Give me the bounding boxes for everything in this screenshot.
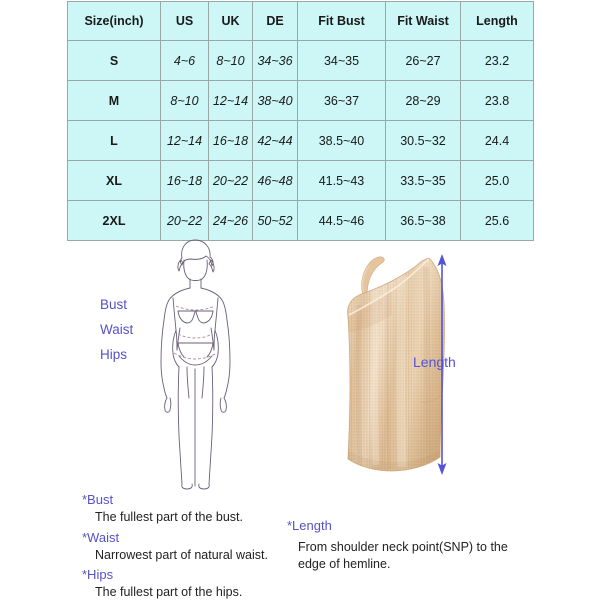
- cell-uk: 20~22: [209, 161, 253, 201]
- cell-us: 12~14: [161, 121, 209, 161]
- table-row: [68, 81, 534, 121]
- note-term-bust: *Bust: [82, 492, 114, 507]
- cell-size: XL: [68, 161, 161, 201]
- cell-de: 46~48: [253, 161, 298, 201]
- table-row: [68, 41, 534, 81]
- cell-size: L: [68, 121, 161, 161]
- cell-length: 25.6: [461, 201, 534, 241]
- size-chart-table: [67, 1, 534, 241]
- cell-fit-bust: 44.5~46: [298, 201, 386, 241]
- note-desc-length-line2: edge of hemline.: [298, 557, 391, 571]
- cell-fit-bust: 36~37: [298, 81, 386, 121]
- length-arrow-label: Length: [413, 354, 456, 370]
- note-term-waist: *Waist: [82, 530, 120, 545]
- cell-us: 16~18: [161, 161, 209, 201]
- cell-length: 25.0: [461, 161, 534, 201]
- table-row: [68, 201, 534, 241]
- cell-fit-bust: 34~35: [298, 41, 386, 81]
- cell-length: 24.4: [461, 121, 534, 161]
- cell-size: 2XL: [68, 201, 161, 241]
- note-desc-waist: Narrowest part of natural waist.: [95, 548, 268, 562]
- cell-us: 4~6: [161, 41, 209, 81]
- cell-de: 42~44: [253, 121, 298, 161]
- cell-uk: 16~18: [209, 121, 253, 161]
- cell-us: 8~10: [161, 81, 209, 121]
- column-header-fit-bust: Fit Bust: [298, 2, 386, 41]
- cell-us: 20~22: [161, 201, 209, 241]
- cell-de: 50~52: [253, 201, 298, 241]
- column-header-length: Length: [461, 2, 534, 41]
- cell-fit-waist: 26~27: [386, 41, 461, 81]
- note-desc-length-line1: From shoulder neck point(SNP) to the: [298, 540, 508, 554]
- cell-length: 23.2: [461, 41, 534, 81]
- size-chart-table-container: [67, 1, 533, 241]
- body-measurement-figure: [135, 238, 255, 490]
- cell-fit-bust: 38.5~40: [298, 121, 386, 161]
- cell-de: 34~36: [253, 41, 298, 81]
- table-row: [68, 161, 534, 201]
- table-row: [68, 121, 534, 161]
- cell-size: M: [68, 81, 161, 121]
- cell-fit-waist: 28~29: [386, 81, 461, 121]
- cell-de: 38~40: [253, 81, 298, 121]
- cell-fit-bust: 41.5~43: [298, 161, 386, 201]
- figure-label-bust: Bust: [100, 297, 128, 312]
- cell-uk: 24~26: [209, 201, 253, 241]
- column-header-size: Size(inch): [68, 2, 161, 41]
- cell-fit-waist: 30.5~32: [386, 121, 461, 161]
- cell-size: S: [68, 41, 161, 81]
- cell-length: 23.8: [461, 81, 534, 121]
- cell-uk: 8~10: [209, 41, 253, 81]
- table-header-row: [68, 2, 534, 41]
- cell-uk: 12~14: [209, 81, 253, 121]
- figure-label-hips: Hips: [100, 347, 128, 362]
- note-term-length: *Length: [287, 518, 332, 533]
- note-term-hips: *Hips: [82, 567, 114, 582]
- column-header-fit-waist: Fit Waist: [386, 2, 461, 41]
- column-header-uk: UK: [209, 2, 253, 41]
- column-header-de: DE: [253, 2, 298, 41]
- cell-fit-waist: 33.5~35: [386, 161, 461, 201]
- note-desc-hips: The fullest part of the hips.: [95, 585, 243, 599]
- note-desc-bust: The fullest part of the bust.: [95, 510, 243, 524]
- column-header-us: US: [161, 2, 209, 41]
- figure-label-waist: Waist: [100, 322, 134, 337]
- cell-fit-waist: 36.5~38: [386, 201, 461, 241]
